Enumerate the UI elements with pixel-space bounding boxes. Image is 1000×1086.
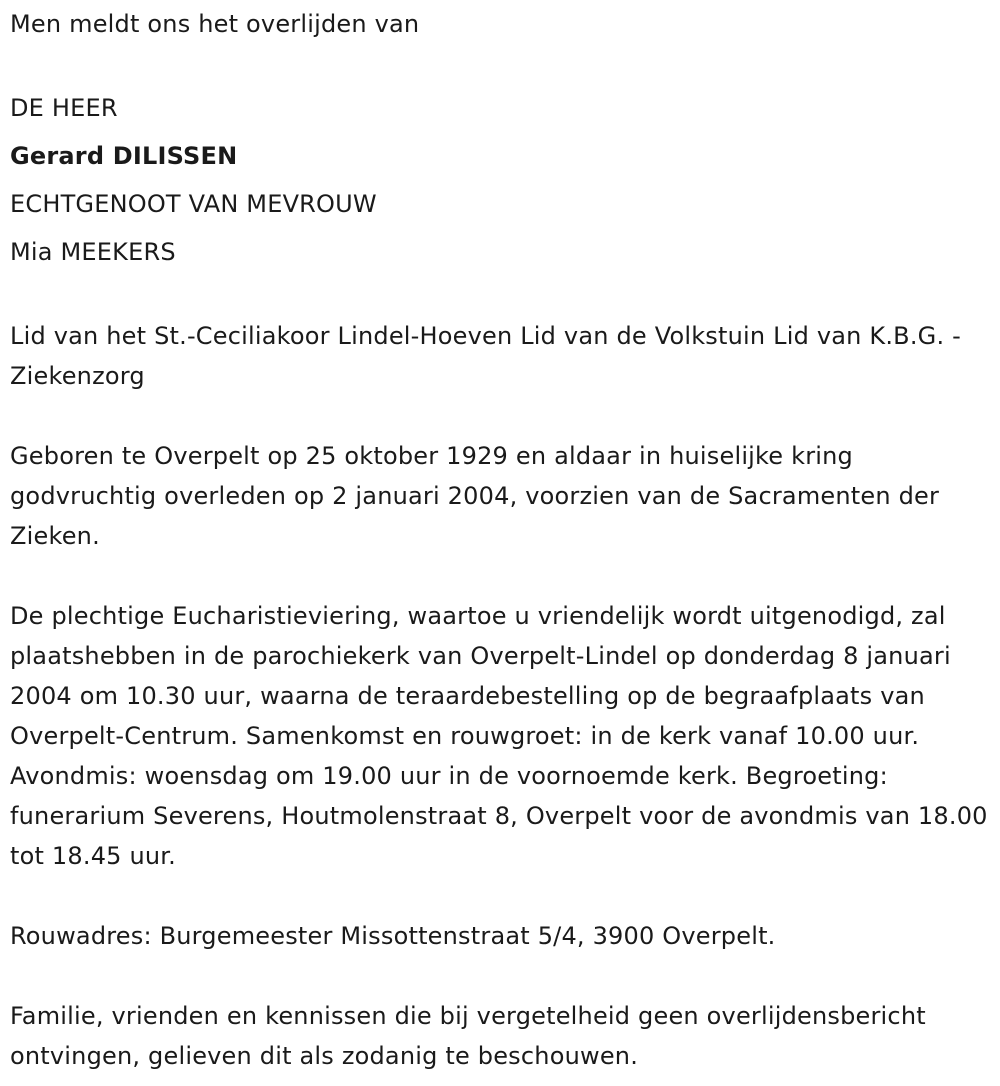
birth-death-text: Geboren te Overpelt op 25 oktober 1929 en aldaar in huiselijke kring godvruchtig overleden op 2 januari 2004, voorzien van de Sacramenten der Zieken. <box>10 442 940 550</box>
ceremony-text: De plechtige Eucharistieviering, waartoe u vriendelijk wordt uitgenodigd, zal plaatshebben in de parochiekerk van Overpelt-Lindel op donderdag 8 januari 2004 om 10.30 uur, waarna de teraardebestelling op de begraafplaats van Overpelt-Centrum. Samenkomst en rouwgroet: in de kerk vanaf 10.00 uur. Avondmis: woensdag om 19.00 uur in de voornoemde kerk. Begroeting: funerarium Severens, Houtmolenstraat 8, Overpelt voor de avondmis van 18.00 tot 18.45 uur. <box>10 602 988 870</box>
memberships-block <box>10 316 990 396</box>
deceased-name: Gerard DILISSEN <box>10 142 238 170</box>
intro-block <box>10 4 990 44</box>
relation-text: ECHTGENOOT VAN MEVROUW <box>10 190 377 218</box>
address-block <box>10 916 990 956</box>
closing-block <box>10 996 990 1076</box>
memberships-text: Lid van het St.-Ceciliakoor Lindel-Hoeven Lid van de Volkstuin Lid van K.B.G. - Ziekenzorg <box>10 322 961 390</box>
mourning-address: Rouwadres: Burgemeester Missottenstraat 5/4, 3900 Overpelt. <box>10 922 776 950</box>
birth-death-block <box>10 436 990 556</box>
intro-text: Men meldt ons het overlijden van <box>10 10 420 38</box>
deceased-block <box>10 84 990 276</box>
deceased-title: DE HEER <box>10 94 118 122</box>
ceremony-block <box>10 596 990 876</box>
closing-text: Familie, vrienden en kennissen die bij vergetelheid geen overlijdensbericht ontvingen, gelieven dit als zodanig te beschouwen. <box>10 1002 926 1070</box>
spouse-name: Mia MEEKERS <box>10 238 176 266</box>
